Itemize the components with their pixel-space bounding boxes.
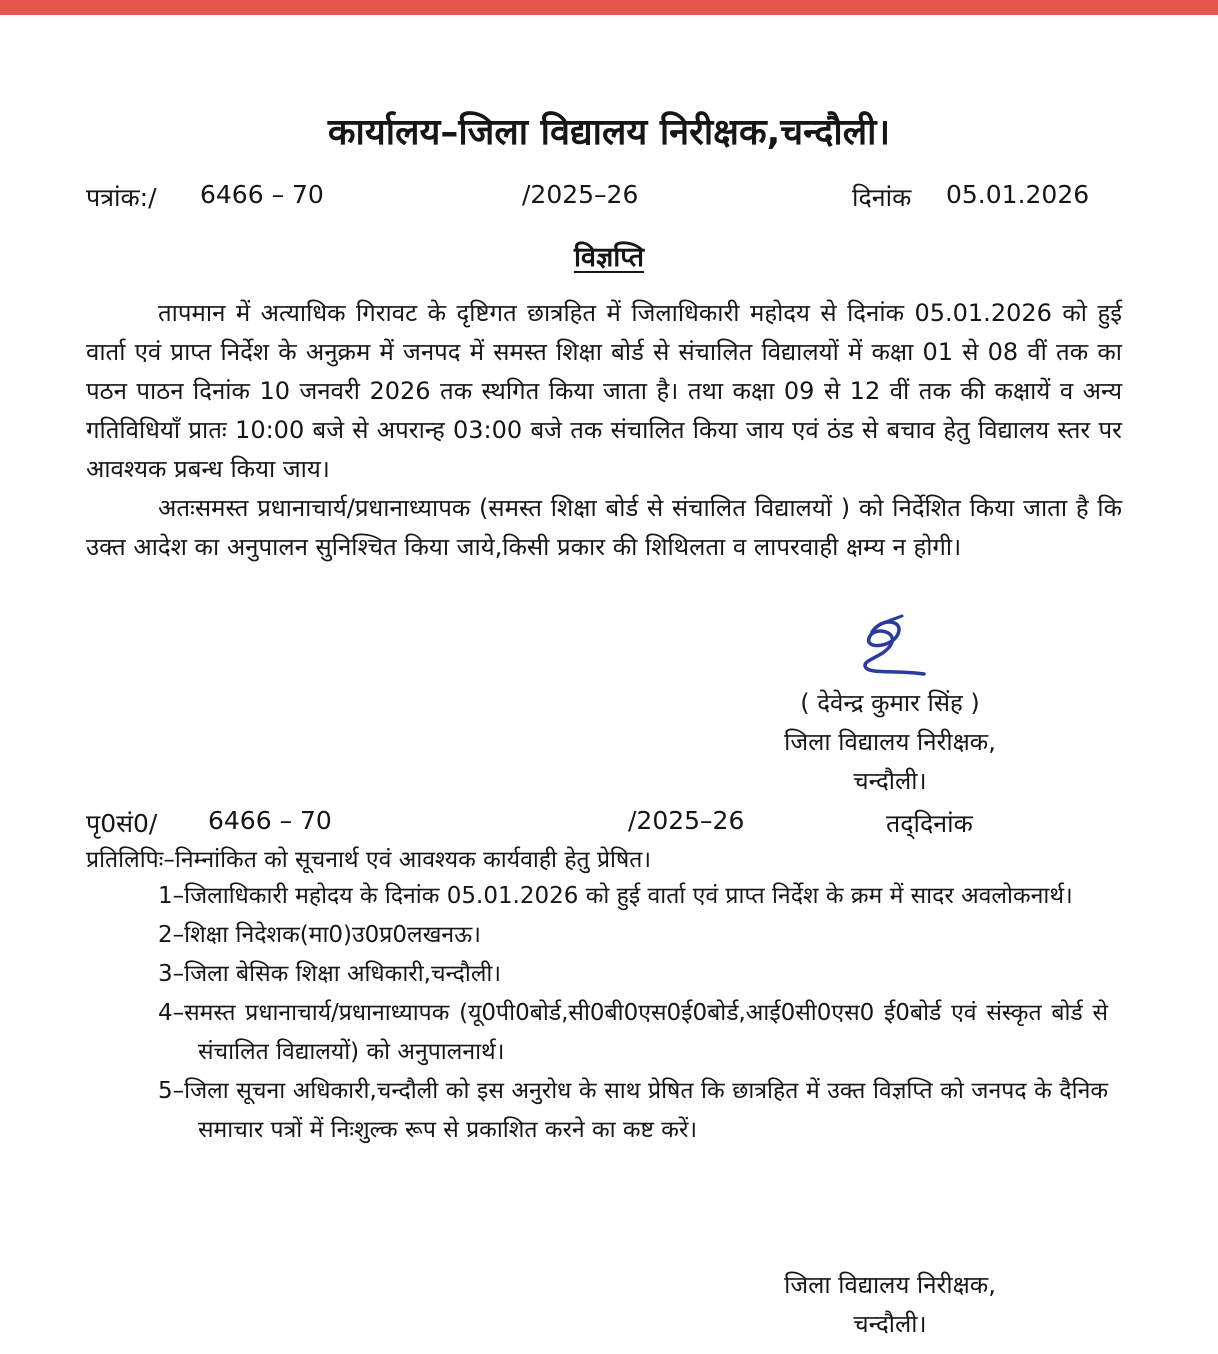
copy-ref-year: /2025–26 bbox=[628, 806, 745, 835]
top-accent-bar bbox=[0, 0, 1218, 15]
ref-year: /2025–26 bbox=[522, 180, 639, 209]
signatory-name: ( देवेन्द्र कुमार सिंह ) bbox=[800, 689, 980, 717]
office-title: कार्यालय–जिला विद्यालय निरीक्षक,चन्दौली। bbox=[327, 112, 891, 153]
footer-signatory bbox=[740, 1266, 1040, 1344]
copy-ref-date: तद्‌दिनांक bbox=[886, 809, 973, 838]
copy-list-item: 4–समस्त प्रधानाचार्य/प्रधानाध्यापक (यू0पी0बोर्ड,सी0बी0एस0ई0बोर्ड,आई0सी0एस0 ई0बोर्ड एवं संस्कृत बोर्ड से संचालित विद्यालयों) को अनुपालनार्थ। bbox=[158, 1000, 1108, 1065]
copy-intro: प्रतिलिपिः–निम्नांकित को सूचनार्थ एवं आवश्यक कार्यवाही हेतु प्रेषित। bbox=[86, 847, 652, 873]
ref-date: 05.01.2026 bbox=[946, 180, 1090, 209]
copy-list-item: 2–शिक्षा निदेशक(मा0)उ0प्र0लखनऊ। bbox=[158, 922, 481, 948]
copy-list-item: 1–जिलाधिकारी महोदय के दिनांक 05.01.2026 को हुई वार्ता एवं प्राप्त निर्देश के क्रम में सादर अवलोकनार्थ। bbox=[158, 883, 1073, 909]
notice-body bbox=[86, 294, 1122, 567]
footer-place: चन्दौली। bbox=[853, 1310, 927, 1338]
copy-list-item: 5–जिला सूचना अधिकारी,चन्दौली को इस अनुरोध के साथ प्रेषित कि छात्रहित में उक्त विज्ञप्ति को जनपद के दैनिक समाचार पत्रों में निःशुल्क रूप से प्रकाशित करने का कष्ट करें। bbox=[158, 1078, 1108, 1143]
ref-number: 6466 – 70 bbox=[200, 180, 324, 209]
signature bbox=[842, 612, 942, 682]
signatory-place: चन्दौली। bbox=[853, 767, 927, 795]
copy-list-item: 3–जिला बेसिक शिक्षा अधिकारी,चन्दौली। bbox=[158, 961, 502, 987]
signatory-block bbox=[740, 684, 1040, 801]
copy-list bbox=[158, 877, 1108, 1150]
footer-designation: जिला विद्यालय निरीक्षक, bbox=[784, 1271, 996, 1299]
notice-heading: विज्ञप्ति bbox=[573, 242, 644, 273]
body-paragraph: अतःसमस्त प्रधानाचार्य/प्रधानाध्यापक (समस्त शिक्षा बोर्ड से संचालित विद्यालयों ) को निर्देशित किया जाता है कि उक्त आदेश का अनुपालन सुनिश्चित किया जाये,किसी प्रकार की शिथिलता व लापरवाही क्षम्य न होगी। bbox=[86, 494, 1122, 561]
signatory-designation: जिला विद्यालय निरीक्षक, bbox=[784, 728, 996, 756]
ref-date-label: दिनांक bbox=[852, 183, 912, 212]
body-paragraph: तापमान में अत्याधिक गिरावट के दृष्टिगत छात्रहित में जिलाधिकारी महोदय से दिनांक 05.01.2026 को हुई वार्ता एवं प्राप्त निर्देश के अनुक्रम में जनपद में समस्त शिक्षा बोर्ड से संचालित विद्यालयों में कक्षा 01 से 08 वीं तक का पठन पाठन दिनांक 10 जनवरी 2026 तक स्थगित किया जाता है। तथा कक्षा 09 से 12 वीं तक की कक्षायें व अन्य गतिविधियाँ प्रातः 10:00 बजे से अपरान्ह 03:00 बजे तक संचालित किया जाय एवं ठंड से बचाव हेतु विद्यालय स्तर पर आवश्यक प्रबन्ध किया जाय। bbox=[86, 299, 1122, 483]
copy-ref-label: पृ0सं0/ bbox=[86, 809, 158, 838]
copy-ref-number: 6466 – 70 bbox=[208, 806, 332, 835]
ref-label: पत्रांक:/ bbox=[86, 183, 157, 212]
